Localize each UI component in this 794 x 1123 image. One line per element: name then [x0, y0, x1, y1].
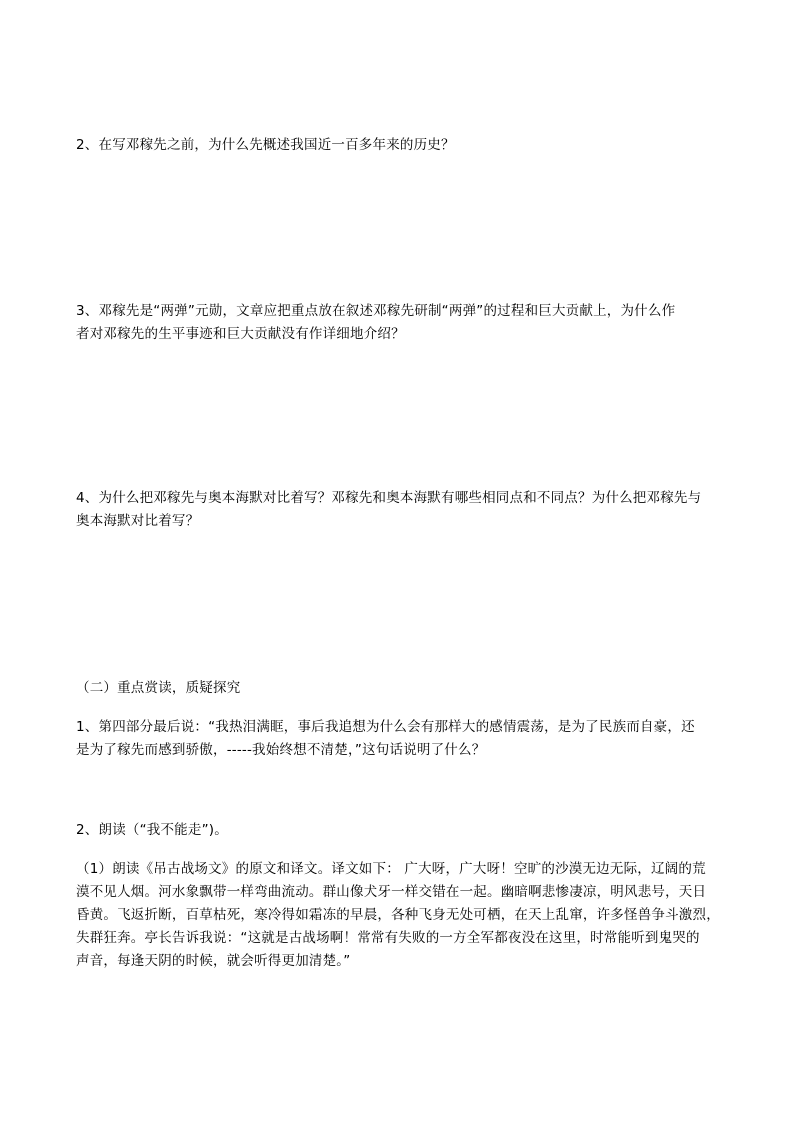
question-3-line-2: 者对邓稼先的生平事迹和巨大贡献没有作详细地介绍？ — [76, 326, 405, 342]
section-2-heading — [76, 677, 726, 700]
section-2-heading-text: （二）重点赏读，质疑探究 — [76, 680, 241, 696]
translation-line-4: 失群狂奔。亭长告诉我说：“这就是古战场啊！常常有失败的一方全军都夜没在这里，时常能听到鬼哭的 — [76, 930, 700, 946]
question-3 — [76, 300, 726, 346]
section-2-item-2-sub-1 — [76, 858, 726, 973]
question-4-line-2: 奥本海默对比着写？ — [76, 513, 200, 529]
section-2-item-2-text: 2、朗读（“我不能走”)。 — [76, 822, 228, 838]
translation-line-3: 昏黄。飞返折断，百草枯死，寒冷得如霜冻的早晨，各种飞身无处可栖，在天上乱窜，许多怪兽争斗激烈， — [76, 907, 720, 923]
question-3-line-1: 3、邓稼先是“两弹”元勋，文章应把重点放在叙述邓稼先研制“两弹”的过程和巨大贡献上，为什么作 — [76, 303, 676, 319]
question-2-text: 2、在写邓稼先之前，为什么先概述我国近一百多年来的历史？ — [76, 137, 455, 153]
question-4-line-1: 4、为什么把邓稼先与奥本海默对比着写？邓稼先和奥本海默有哪些相同点和不同点？为什么把邓稼先与 — [76, 490, 702, 506]
translation-line-5: 声音，每逢天阴的时候，就会听得更加清楚。” — [76, 953, 351, 969]
translation-line-1: （1）朗读《吊古战场文》的原文和译文。译文如下： 广大呀，广大呀！空旷的沙漠无边无际，辽阔的荒 — [76, 861, 706, 877]
question-2 — [76, 134, 726, 157]
section-2-item-1 — [76, 716, 726, 762]
question-4 — [76, 487, 726, 533]
section-2-item-2 — [76, 819, 726, 842]
section-2-item-1-line-1: 1、第四部分最后说：“我热泪满眶，事后我追想为什么会有那样大的感情震荡，是为了民族而自豪，还 — [76, 719, 695, 735]
section-2-item-1-line-2: 是为了稼先而感到骄傲，-----我始终想不清楚，”这句话说明了什么？ — [76, 742, 486, 758]
translation-line-2: 漠不见人烟。河水象飘带一样弯曲流动。群山像犬牙一样交错在一起。幽暗啊悲惨凄凉，明风悲号，天日 — [76, 884, 707, 900]
